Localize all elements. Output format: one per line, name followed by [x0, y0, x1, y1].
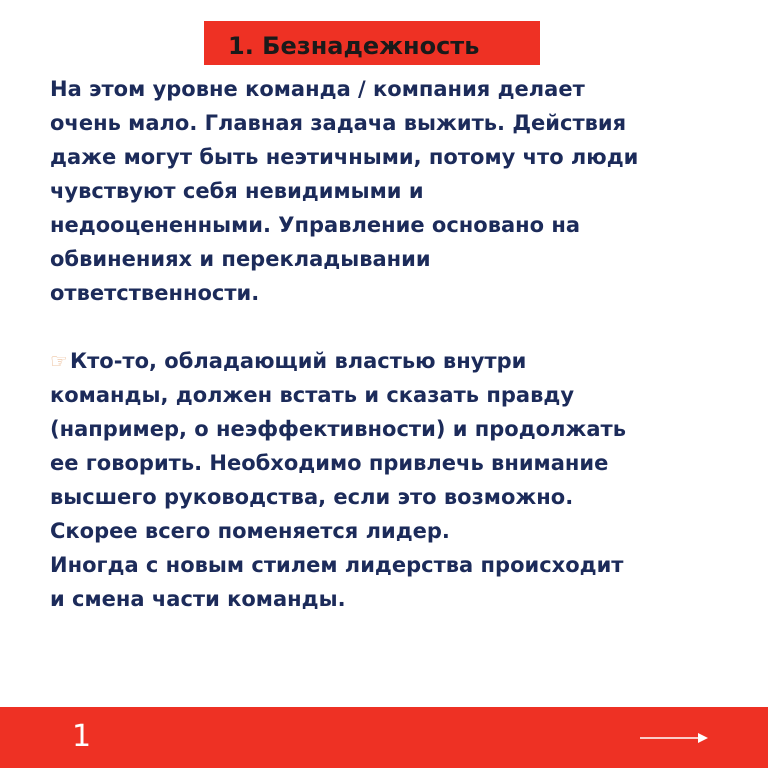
title-banner	[204, 21, 540, 65]
text-line: Скорее всего поменяется лидер.	[50, 519, 450, 543]
text-line: очень мало. Главная задача выжить. Действия	[50, 111, 627, 135]
text-line: ответственности.	[50, 281, 260, 305]
text-line: чувствуют себя невидимыми и	[50, 179, 424, 203]
text-line: (например, о неэффективности) и продолжать	[50, 417, 627, 441]
text-line: недооцененными. Управление основано на	[50, 213, 581, 237]
text-line: и смена части команды.	[50, 587, 346, 611]
content-area	[50, 72, 740, 616]
page-number: 1	[72, 719, 92, 754]
page-title: 1. Безнадежность	[228, 32, 480, 60]
text-line: ее говорить. Необходимо привлечь внимание	[50, 451, 609, 475]
paragraph-2	[50, 344, 740, 616]
text-line: обвинениях и перекладывании	[50, 247, 431, 271]
text-line-content: Кто-то, обладающий властью внутри	[69, 349, 527, 373]
footer-bar	[0, 707, 768, 768]
text-line: Иногда с новым стилем лидерства происходит	[50, 553, 624, 577]
arrow-right-icon[interactable]	[640, 731, 708, 745]
text-line: даже могут быть неэтичными, потому что люди	[50, 145, 639, 169]
text-line: На этом уровне команда / компания делает	[50, 77, 585, 101]
text-line	[50, 344, 740, 378]
text-line: высшего руководства, если это возможно.	[50, 485, 574, 509]
pointing-hand-icon: ☞	[50, 349, 68, 373]
text-line: команды, должен встать и сказать правду	[50, 383, 575, 407]
paragraph-1	[50, 72, 740, 310]
